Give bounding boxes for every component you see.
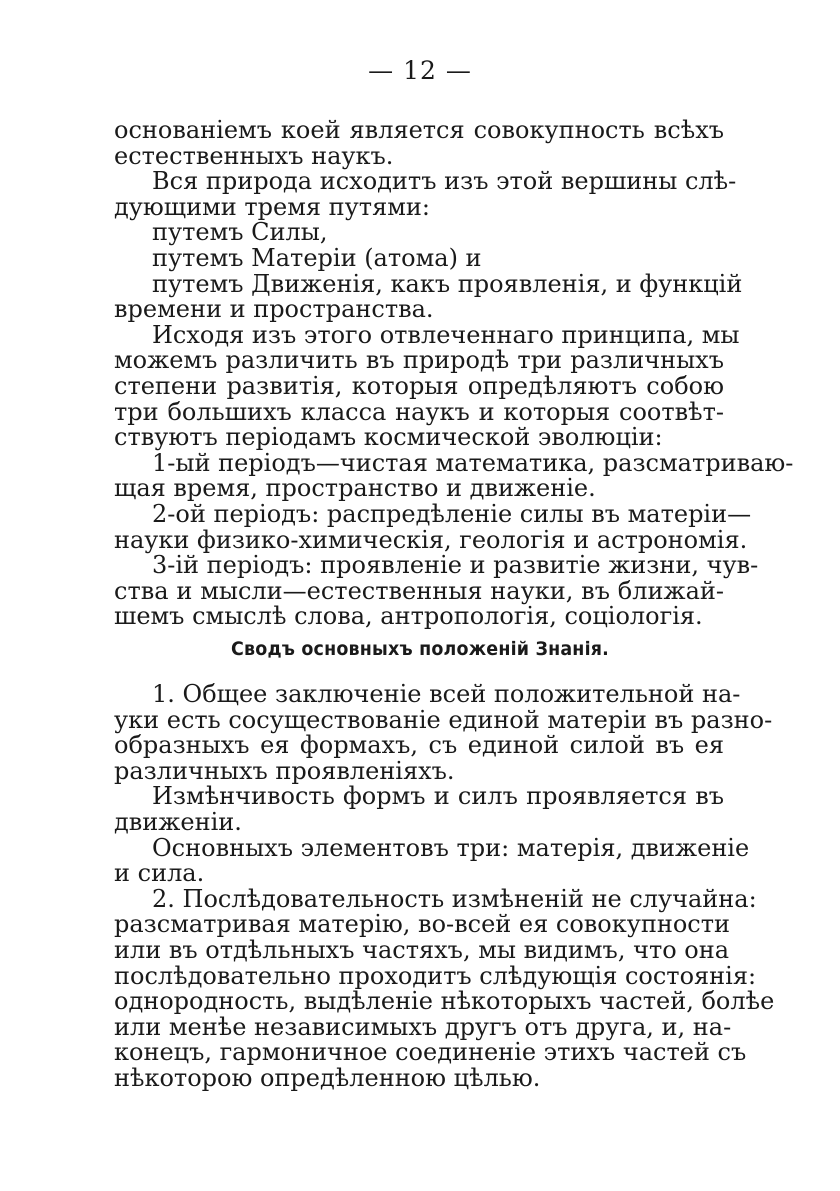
section-heading: Сводъ основныхъ положеній Знанія. xyxy=(230,638,609,660)
text-line: Исходя изъ этого отвлеченнаго принципа, мы xyxy=(152,320,740,349)
text-line: однородность, выдѣленіе нѣкоторыхъ частей, болѣе xyxy=(114,987,775,1016)
text-line: Вся природа исходитъ изъ этой вершины слѣ- xyxy=(152,167,737,196)
text-line: путемъ Матеріи (атома) и xyxy=(152,243,482,272)
text-line: уки есть сосуществованіе единой матеріи въ разно- xyxy=(114,705,773,734)
text-line: науки физико-химическія, геологія и астрономія. xyxy=(114,525,748,554)
text-line: щая время, пространство и движеніе. xyxy=(114,474,596,503)
text-line: путемъ Движенія, какъ проявленія, и функцій xyxy=(152,269,743,298)
text-line: 2. Послѣдовательность измѣненій не случайна: xyxy=(152,884,757,913)
text-line: нѣкоторою опредѣленною цѣлью. xyxy=(114,1063,541,1092)
text-line: разсматривая матерію, во-всей ея совокупности xyxy=(114,910,731,939)
text-line: времени и пространства. xyxy=(114,295,434,324)
text-line: три большихъ класса наукъ и которыя соотвѣт- xyxy=(114,397,724,426)
text-line: основаніемъ коей является совокупность всѣхъ xyxy=(114,116,724,144)
text-line: Измѣнчивость формъ и силъ проявляется въ xyxy=(152,782,724,811)
text-line: шемъ смыслѣ слова, антропологія, соціологія. xyxy=(114,602,703,631)
text-line: 3-ій періодъ: проявленіе и развитіе жизни, чув- xyxy=(152,551,759,580)
text-line: образныхъ ея формахъ, съ единой силой въ ея xyxy=(114,731,724,760)
text-line: 2-ой періодъ: распредѣленіе силы въ матеріи— xyxy=(152,499,752,528)
text-line: 1-ый періодъ—чистая математика, разсматриваю- xyxy=(152,448,794,477)
text-line: степени развитія, которыя опредѣляютъ собою xyxy=(114,371,724,400)
text-line: Основныхъ элементовъ три: матерія, движеніе xyxy=(152,833,750,862)
text-line: конецъ, гармоничное соединеніе этихъ частей съ xyxy=(114,1038,747,1067)
text-line: естественныхъ наукъ. xyxy=(114,141,394,170)
text-line: 1. Общее заключеніе всей положительной на- xyxy=(152,680,741,708)
text-line: дующими тремя путями: xyxy=(114,192,430,221)
text-line: или менѣе независимыхъ другъ отъ друга, и, на- xyxy=(114,1012,732,1041)
text-line: можемъ различить въ природѣ три различныхъ xyxy=(114,346,724,375)
body-text-section-1 xyxy=(114,116,794,631)
text-line: послѣдовательно проходитъ слѣдующія состоянія: xyxy=(114,961,757,990)
text-line: различныхъ проявленіяхъ. xyxy=(114,756,455,785)
page-number: — 12 — xyxy=(368,56,472,85)
text-line: движеніи. xyxy=(114,807,242,836)
text-line: путемъ Силы, xyxy=(152,218,328,247)
body-text-section-2 xyxy=(114,680,775,1092)
text-line: ства и мысли—естественныя науки, въ ближай- xyxy=(114,576,724,605)
text-line: и сила. xyxy=(114,859,205,888)
text-line: ствуютъ періодамъ космической эволюціи: xyxy=(114,423,663,452)
text-line: или въ отдѣльныхъ частяхъ, мы видимъ, что она xyxy=(114,935,730,964)
